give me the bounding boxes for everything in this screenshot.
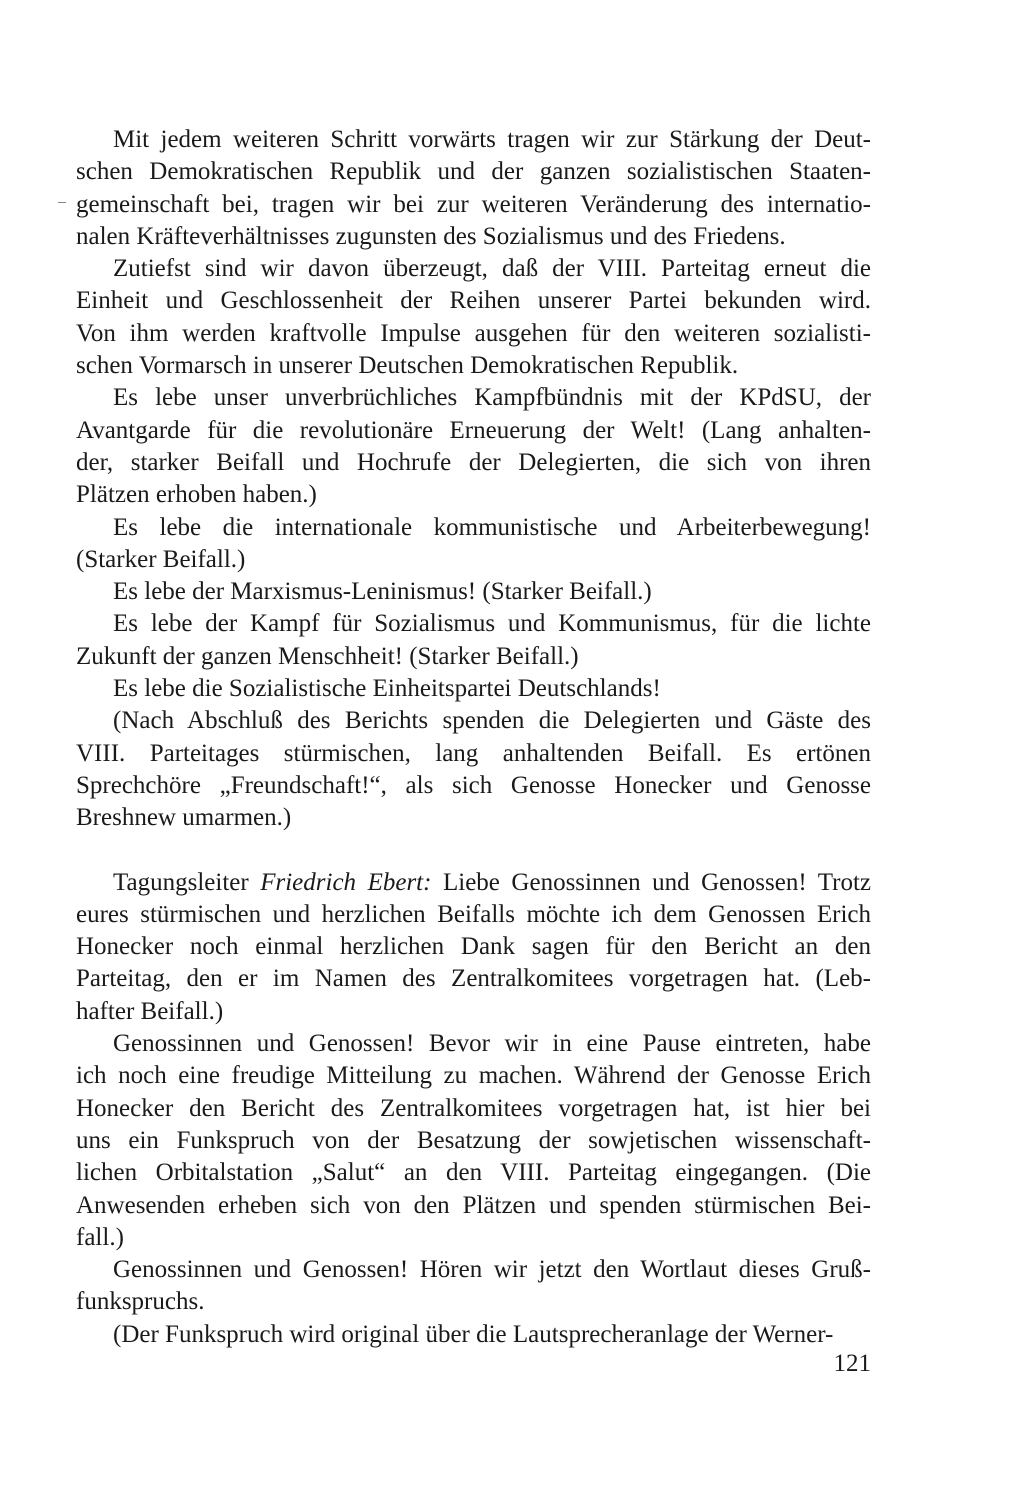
paragraph bbox=[76, 608, 871, 673]
paragraph bbox=[76, 1028, 871, 1254]
paragraph-line: Anwesenden erheben sich von den Plätzen und spenden stürmischen Bei- bbox=[76, 1191, 871, 1219]
paragraph-line: Es lebe die Sozialistische Einheitspartei Deutschlands! bbox=[113, 675, 661, 703]
paragraph-line: Plätzen erhoben haben.) bbox=[76, 481, 317, 509]
paragraph-line: Mit jedem weiteren Schritt vorwärts tragen wir zur Stärkung der Deut- bbox=[113, 126, 871, 153]
speaker-first-line-rest: Liebe Genossinnen und Genossen! Trotz bbox=[431, 868, 871, 896]
paragraph-line: schen Vormarsch in unserer Deutschen Demokratischen Republik. bbox=[76, 352, 739, 380]
paragraph bbox=[76, 576, 871, 608]
paragraph-line: fall.) bbox=[76, 1223, 124, 1251]
paragraph bbox=[76, 1319, 871, 1351]
speaker-paragraph-line bbox=[76, 867, 871, 899]
paragraph-line: Es lebe unser unverbrüchliches Kampfbündnis mit der KPdSU, der bbox=[113, 384, 871, 412]
margin-mark bbox=[58, 202, 66, 203]
paragraph-line: Honecker den Bericht des Zentralkomitees vorgetragen hat, ist hier bei bbox=[76, 1094, 871, 1122]
paragraph-group-before bbox=[76, 124, 871, 835]
paragraph bbox=[76, 124, 871, 253]
paragraph-line: lichen Orbitalstation „Salut“ an den VIII. Parteitag eingegangen. (Die bbox=[76, 1159, 871, 1187]
paragraph-line: schen Demokratischen Republik und der ganzen sozialistischen Staaten- bbox=[76, 158, 871, 186]
paragraph-line: uns ein Funkspruch von der Besatzung der sowjetischen wissenschaft- bbox=[76, 1126, 871, 1154]
paragraph-line: nalen Kräfteverhältnisses zugunsten des Sozialismus und des Friedens. bbox=[76, 222, 786, 250]
paragraph-line: Einheit und Geschlossenheit der Reihen unserer Partei bekunden wird. bbox=[76, 287, 871, 315]
paragraph-line: Es lebe die internationale kommunistische und Arbeiterbewegung! bbox=[113, 513, 871, 541]
paragraph bbox=[76, 705, 871, 834]
paragraph-line: Es lebe der Marxismus-Leninismus! (Starker Beifall.) bbox=[113, 578, 652, 606]
speaker-paragraph-line: hafter Beifall.) bbox=[76, 997, 224, 1025]
paragraph bbox=[76, 673, 871, 705]
paragraph-line: Breshnew umarmen.) bbox=[76, 804, 292, 832]
section-gap bbox=[76, 835, 871, 867]
speaker-name: Friedrich Ebert: bbox=[260, 868, 432, 896]
paragraph-line: Zukunft der ganzen Menschheit! (Starker Beifall.) bbox=[76, 642, 579, 670]
paragraph bbox=[76, 253, 871, 382]
page-number: 121 bbox=[833, 1350, 871, 1377]
paragraph-line: gemeinschaft bei, tragen wir bei zur weiteren Veränderung des internatio- bbox=[76, 190, 871, 218]
speaker-prefix: Tagungsleiter bbox=[113, 868, 261, 896]
paragraph-group-after bbox=[76, 1028, 871, 1351]
speaker-paragraph-lines bbox=[76, 899, 871, 1028]
paragraph bbox=[76, 382, 871, 511]
paragraph-line: der, starker Beifall und Hochrufe der Delegierten, die sich von ihren bbox=[76, 448, 871, 476]
paragraph-line: Genossinnen und Genossen! Hören wir jetzt den Wortlaut dieses Gruß- bbox=[113, 1256, 871, 1284]
speaker-paragraph-line: Parteitag, den er im Namen des Zentralkomitees vorgetragen hat. (Leb- bbox=[76, 965, 871, 993]
paragraph bbox=[76, 512, 871, 577]
paragraph-line: Sprechchöre „Freundschaft!“, als sich Genosse Honecker und Genosse bbox=[76, 771, 871, 799]
paragraph-line: Zutiefst sind wir davon überzeugt, daß der VIII. Parteitag erneut die bbox=[113, 255, 871, 283]
paragraph-line: (Der Funkspruch wird original über die Lautsprecheranlage der Werner- bbox=[113, 1320, 834, 1348]
paragraph-line: (Starker Beifall.) bbox=[76, 545, 246, 573]
paragraph-line: funkspruchs. bbox=[76, 1288, 205, 1316]
paragraph-line: Genossinnen und Genossen! Bevor wir in eine Pause eintreten, habe bbox=[113, 1030, 871, 1058]
paragraph-line: (Nach Abschluß des Berichts spenden die Delegierten und Gäste des bbox=[113, 707, 871, 735]
paragraph-line: Avantgarde für die revolutionäre Erneuerung der Welt! (Lang anhalten- bbox=[76, 416, 871, 444]
paragraph-line: ich noch eine freudige Mitteilung zu machen. Während der Genosse Erich bbox=[76, 1062, 871, 1090]
paragraph-line: Es lebe der Kampf für Sozialismus und Kommunismus, für die lichte bbox=[113, 610, 871, 638]
page-body bbox=[76, 124, 871, 1351]
speaker-paragraph-line: Honecker noch einmal herzlichen Dank sagen für den Bericht an den bbox=[76, 933, 871, 961]
speaker-paragraph-line: eures stürmischen und herzlichen Beifalls möchte ich dem Genossen Erich bbox=[76, 900, 871, 928]
paragraph bbox=[76, 1254, 871, 1319]
paragraph-line: VIII. Parteitages stürmischen, lang anhaltenden Beifall. Es ertönen bbox=[76, 739, 871, 767]
speaker-paragraph bbox=[76, 867, 871, 1028]
paragraph-line: Von ihm werden kraftvolle Impulse ausgehen für den weiteren sozialisti- bbox=[76, 319, 871, 347]
